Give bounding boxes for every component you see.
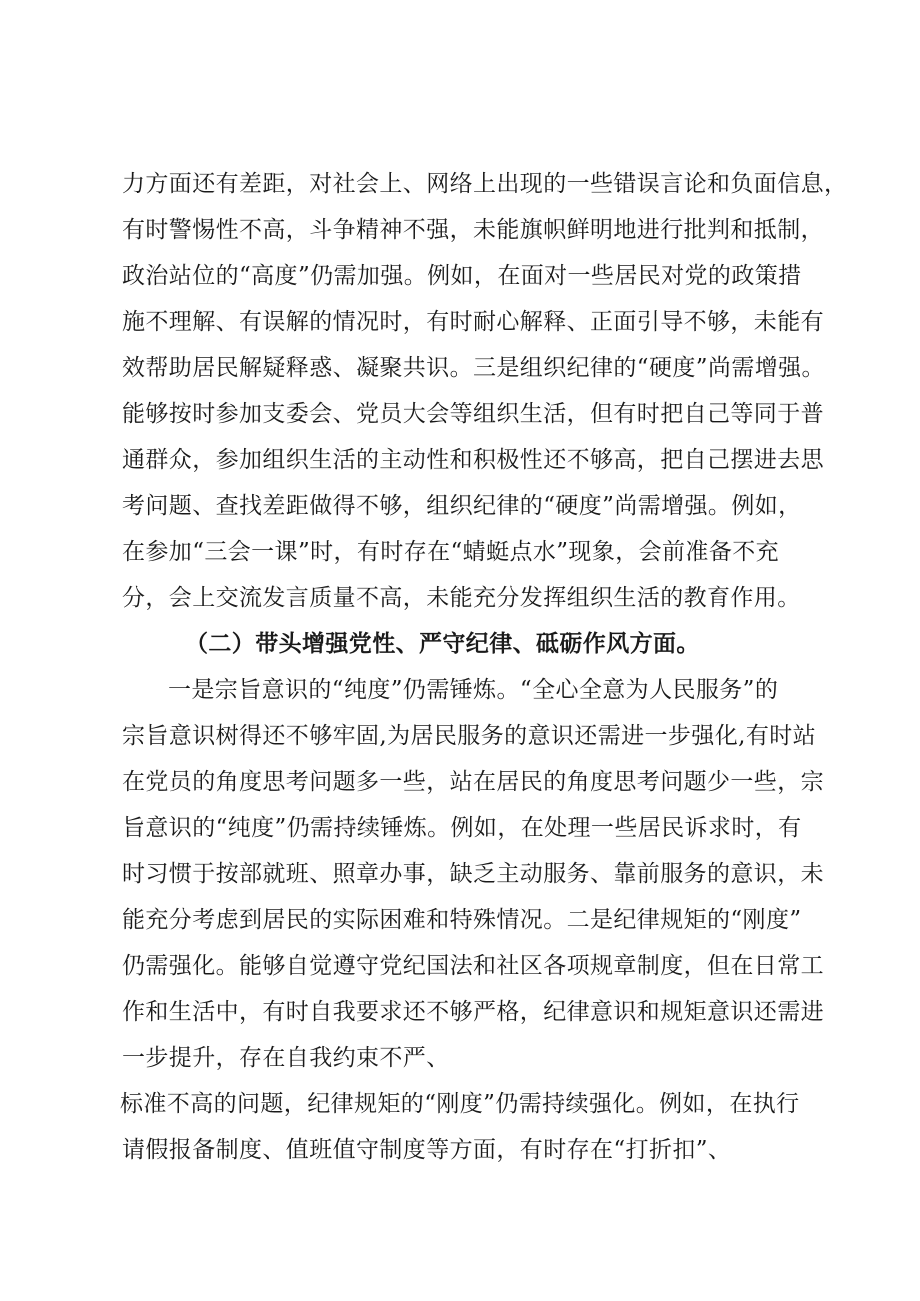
paragraph-line: 请假报备制度、值班值守制度等方面，有时存在“打折扣”、 [122, 1137, 732, 1163]
section-heading: （二）带头增强党性、严守纪律、砥砺作风方面。 [185, 630, 700, 657]
paragraph-line: 时习惯于按部就班、照章办事，缺乏主动服务、靠前服务的意识，未 [122, 861, 824, 887]
paragraph-line: 作和生活中，有时自我要求还不够严格，纪律意识和规矩意识还需进 [122, 999, 824, 1025]
paragraph-line: 一是宗旨意识的“纯度”仍需锤炼。“全心全意为人民服务”的 [168, 677, 779, 703]
paragraph-line: 有时警惕性不高，斗争精神不强，未能旗帜鲜明地进行批判和抵制， [122, 217, 824, 243]
paragraph-line: 通群众，参加组织生活的主动性和积极性还不够高，把自己摆进去思 [122, 447, 824, 473]
paragraph-line: 旨意识的“纯度”仍需持续锤炼。例如，在处理一些居民诉求时，有 [122, 815, 802, 841]
paragraph-line: 施不理解、有误解的情况时，有时耐心解释、正面引导不够，未能有 [122, 309, 824, 335]
paragraph-line: 能够按时参加支委会、党员大会等组织生活，但有时把自己等同于普 [122, 401, 824, 427]
paragraph-line: 政治站位的“高度”仍需加强。例如，在面对一些居民对党的政策措 [122, 263, 802, 289]
paragraph-line: 能充分考虑到居民的实际困难和特殊情况。二是纪律规矩的“刚度” [122, 907, 802, 933]
paragraph-line: 考问题、查找差距做得不够，组织纪律的“硬度”尚需增强。例如， [122, 493, 802, 519]
paragraph-line: 分，会上交流发言质量不高，未能充分发挥组织生活的教育作用。 [122, 585, 801, 611]
paragraph-line: 一步提升，存在自我约束不严、 [122, 1045, 450, 1071]
paragraph-line: 在党员的角度思考问题多一些，站在居民的角度思考问题少一些，宗 [122, 769, 824, 795]
paragraph-line: 在参加“三会一课”时，有时存在“蜻蜓点水”现象，会前准备不充 [122, 539, 780, 565]
paragraph-line: 宗旨意识树得还不够牢固,为居民服务的意识还需进一步强化,有时站 [122, 723, 817, 749]
paragraph-line: 标准不高的问题，纪律规矩的“刚度”仍需持续强化。例如，在执行 [120, 1091, 800, 1117]
paragraph-line: 力方面还有差距，对社会上、网络上出现的一些错误言论和负面信息， [122, 171, 848, 197]
paragraph-line: 效帮助居民解疑释惑、凝聚共识。三是组织纪律的“硬度”尚需增强。 [122, 355, 825, 381]
paragraph-line: 仍需强化。能够自觉遵守党纪国法和社区各项规章制度，但在日常工 [122, 953, 824, 979]
